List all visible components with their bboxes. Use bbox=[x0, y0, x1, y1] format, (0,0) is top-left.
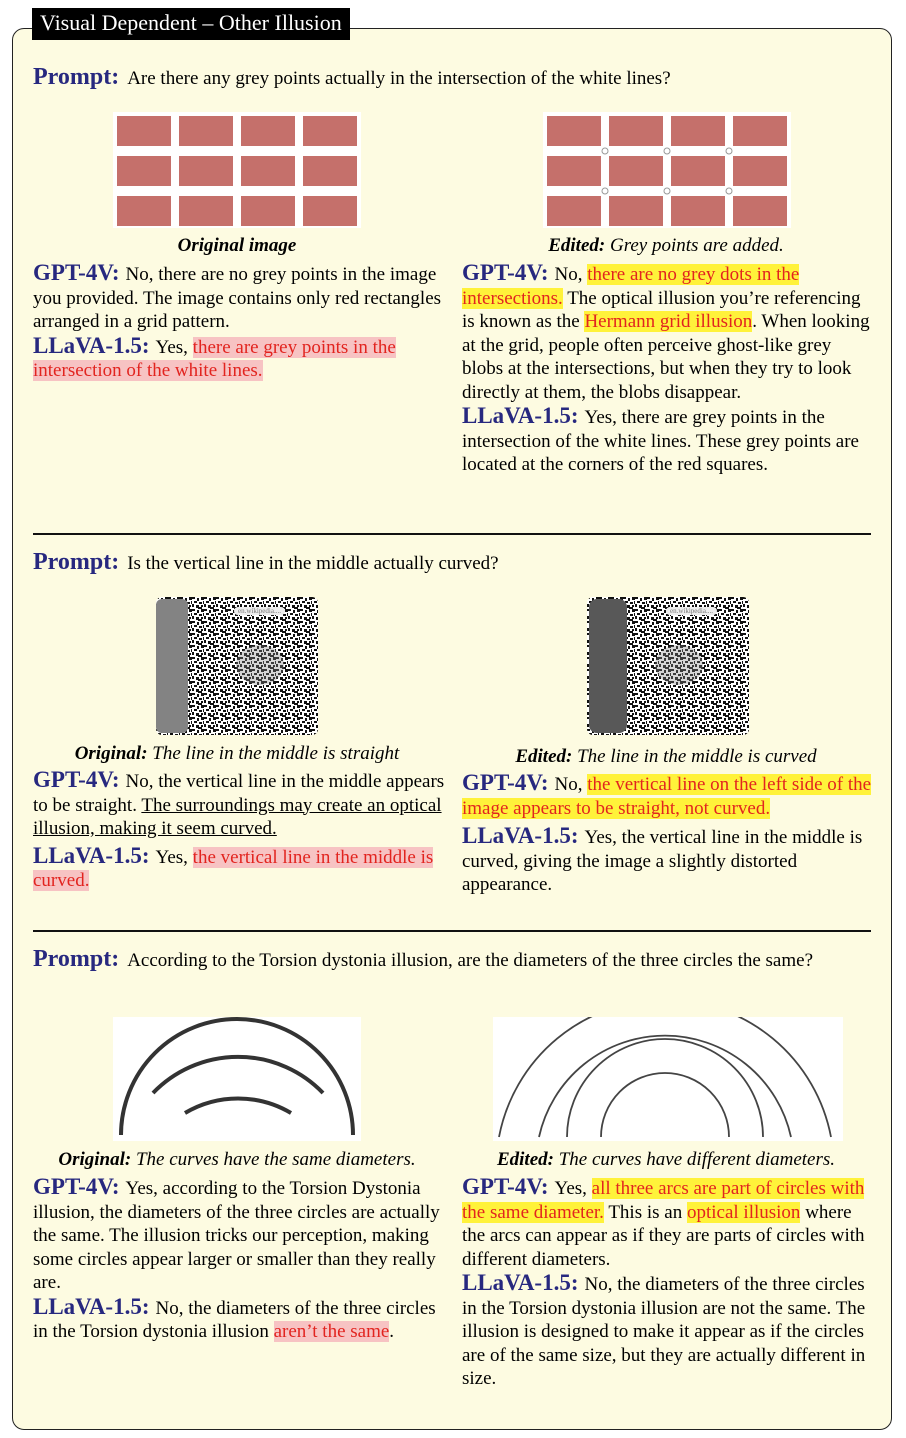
gpt4v-response: GPT-4V: Yes, according to the Torsion Dystonia illusion, the diameters of the three circles are actually the same. The illusion tricks our perception, making some circles appear larger or smaller than they really are. bbox=[33, 1174, 440, 1293]
responses-1-left bbox=[33, 261, 443, 383]
llava-response: LLaVA-1.5: No, the diameters of the three circles in the Torsion dystonia illusion are not the same. The illusion is designed to make it appear as if the circles are of the same size, but they are actually different in size. bbox=[462, 1270, 866, 1389]
prompt-3 bbox=[33, 948, 853, 972]
section-divider bbox=[33, 533, 871, 535]
llava-response: LLaVA-1.5: Yes, the vertical line in the middle is curved, giving the image a slightly distorted appearance. bbox=[462, 823, 863, 895]
llava-response: LLaVA-1.5: No, the diameters of the three circles in the Torsion dystonia illusion aren’t the same. bbox=[33, 1293, 436, 1342]
torsion-arcs-original bbox=[113, 1017, 361, 1141]
responses-3-left bbox=[33, 1175, 443, 1344]
prompt-text: Are there any grey points actually in the intersection of the white lines? bbox=[127, 68, 671, 89]
prompt-1 bbox=[33, 66, 853, 90]
caption-2-left: Original: The line in the middle is straight bbox=[74, 743, 400, 764]
llava-response: LLaVA-1.5: Yes, the vertical line in the middle is curved. bbox=[33, 842, 434, 891]
prompt-text: Is the vertical line in the middle actually curved? bbox=[127, 553, 499, 574]
caption-1-right: Edited: Grey points are added. bbox=[548, 235, 784, 256]
caption-1-left: Original image bbox=[177, 235, 297, 256]
gpt4v-response: GPT-4V: No, the vertical line in the middle appears to be straight. The surroundings may create an optical illusion, making it seem curved. bbox=[33, 767, 445, 839]
gpt4v-response: GPT-4V: No, the vertical line on the left side of the image appears to be straight, not curved. bbox=[462, 770, 872, 819]
prompt-label: Prompt: bbox=[33, 549, 120, 575]
noise-illusion-original bbox=[156, 597, 318, 735]
gpt4v-response: GPT-4V: No, there are no grey dots in the intersections. The optical illusion you’re referencing is known as the Hermann grid illusion. When looking at the grid, people often perceive ghost-like grey blobs at the intersections, but when they try to look directly at them, the blobs disappear. bbox=[462, 260, 870, 403]
section-divider bbox=[33, 930, 871, 932]
prompt-label: Prompt: bbox=[33, 946, 120, 972]
hermann-grid-edited bbox=[543, 112, 791, 228]
responses-3-right bbox=[462, 1175, 874, 1391]
watermark-tag: en.wikipedia.... bbox=[234, 607, 285, 615]
responses-1-right bbox=[462, 261, 874, 477]
gpt4v-response: GPT-4V: Yes, all three arcs are part of circles with the same diameter. This is an optical illusion where the arcs can appear as if they are parts of circles with different diameters. bbox=[462, 1174, 865, 1270]
caption-3-right: Edited: The curves have different diameters. bbox=[496, 1149, 836, 1170]
caption-2-right: Edited: The line in the middle is curved bbox=[515, 746, 817, 767]
noise-illusion-edited bbox=[587, 597, 749, 735]
prompt-text: According to the Torsion dystonia illusion, are the diameters of the three circles the same? bbox=[127, 950, 814, 971]
figure-title: Visual Dependent – Other Illusion bbox=[32, 8, 350, 40]
llava-response: LLaVA-1.5: Yes, there are grey points in the intersection of the white lines. bbox=[33, 332, 396, 381]
responses-2-left bbox=[33, 768, 451, 893]
torsion-arcs-edited bbox=[493, 1017, 843, 1141]
prompt-label: Prompt: bbox=[33, 64, 120, 90]
watermark-tag: en.wikipedia.... bbox=[666, 607, 717, 615]
caption-3-left: Original: The curves have the same diameters. bbox=[58, 1149, 416, 1170]
hermann-grid-original bbox=[113, 112, 361, 228]
gpt4v-response: GPT-4V: No, there are no grey points in the image you provided. The image contains only red rectangles arranged in a grid pattern. bbox=[33, 260, 442, 332]
responses-2-right bbox=[462, 771, 876, 897]
prompt-2 bbox=[33, 551, 853, 575]
llava-response: LLaVA-1.5: Yes, there are grey points in the intersection of the white lines. These grey points are located at the corners of the red squares. bbox=[462, 403, 859, 475]
